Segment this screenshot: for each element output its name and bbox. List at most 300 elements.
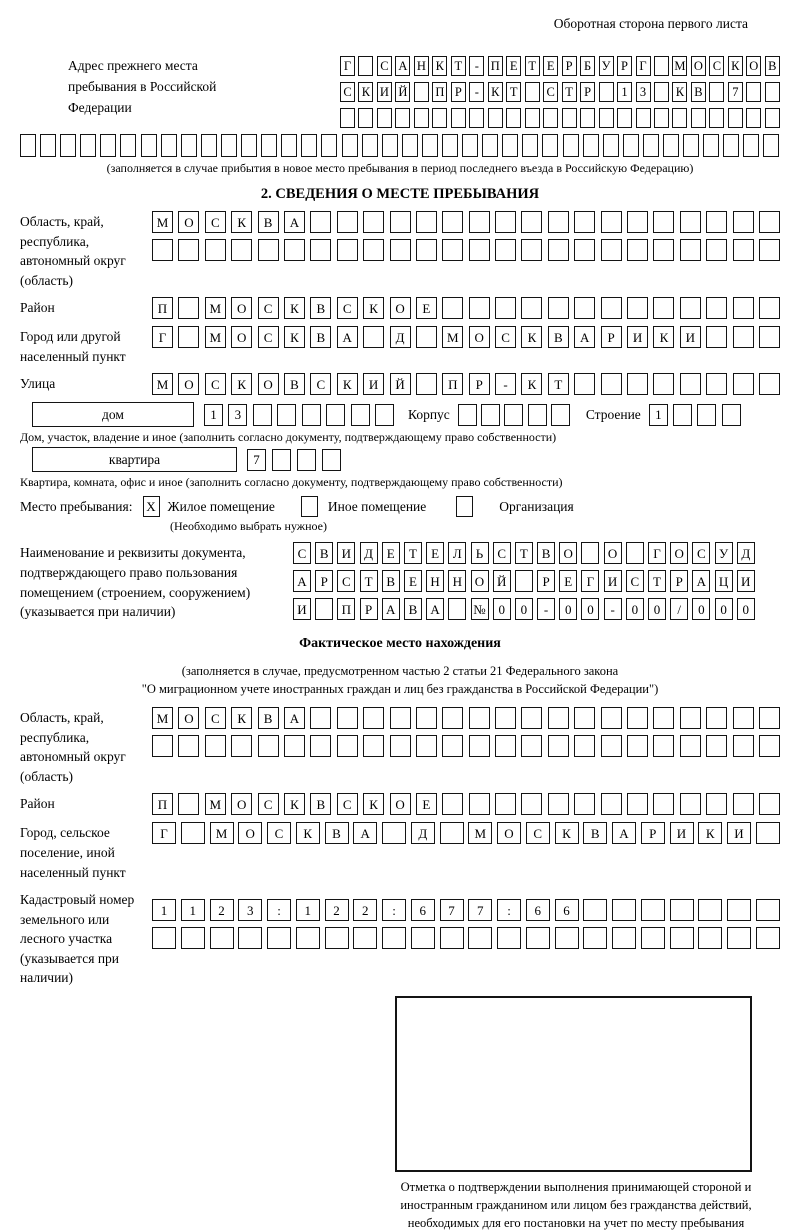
form-cell[interactable]: 7	[468, 899, 492, 921]
form-cell[interactable]: Р	[315, 570, 333, 592]
form-cell[interactable]: К	[284, 326, 305, 348]
form-cell[interactable]	[733, 707, 754, 729]
form-cell[interactable]: К	[653, 326, 674, 348]
form-cell[interactable]	[601, 707, 622, 729]
form-cell[interactable]	[495, 297, 516, 319]
form-cell[interactable]	[612, 927, 636, 949]
form-cell[interactable]	[469, 211, 490, 233]
form-cell[interactable]	[310, 735, 331, 757]
form-cell[interactable]	[481, 404, 500, 426]
form-cell[interactable]: С	[377, 56, 392, 76]
form-cell[interactable]	[261, 134, 277, 157]
form-cell[interactable]	[231, 735, 252, 757]
form-cell[interactable]	[733, 793, 754, 815]
form-cell[interactable]: Е	[559, 570, 577, 592]
form-cell[interactable]	[733, 373, 754, 395]
form-cell[interactable]	[653, 373, 674, 395]
form-cell[interactable]	[468, 927, 492, 949]
form-cell[interactable]	[495, 239, 516, 261]
form-cell[interactable]	[627, 793, 648, 815]
form-cell[interactable]	[733, 297, 754, 319]
form-cell[interactable]: В	[583, 822, 607, 844]
form-cell[interactable]	[641, 927, 665, 949]
form-cell[interactable]	[698, 927, 722, 949]
form-cell[interactable]	[353, 927, 377, 949]
form-cell[interactable]: 2	[325, 899, 349, 921]
form-cell[interactable]: 7	[440, 899, 464, 921]
form-cell[interactable]: Р	[451, 82, 466, 102]
form-cell[interactable]: №	[471, 598, 489, 620]
form-cell[interactable]	[416, 211, 437, 233]
form-cell[interactable]	[680, 793, 701, 815]
form-cell[interactable]	[759, 707, 780, 729]
form-cell[interactable]	[627, 211, 648, 233]
form-cell[interactable]	[310, 707, 331, 729]
form-cell[interactable]	[178, 326, 199, 348]
form-cell[interactable]	[574, 707, 595, 729]
form-cell[interactable]	[653, 707, 674, 729]
form-cell[interactable]	[201, 134, 217, 157]
form-cell[interactable]: 0	[737, 598, 755, 620]
form-cell[interactable]: И	[377, 82, 392, 102]
form-cell[interactable]	[451, 108, 466, 128]
form-cell[interactable]	[543, 108, 558, 128]
form-cell[interactable]	[542, 134, 558, 157]
form-cell[interactable]: А	[382, 598, 400, 620]
form-cell[interactable]: С	[626, 570, 644, 592]
form-cell[interactable]	[698, 899, 722, 921]
form-cell[interactable]	[267, 927, 291, 949]
form-cell[interactable]	[641, 899, 665, 921]
form-cell[interactable]	[653, 793, 674, 815]
form-cell[interactable]	[601, 793, 622, 815]
form-cell[interactable]: 1	[152, 899, 176, 921]
form-cell[interactable]	[297, 449, 316, 471]
form-cell[interactable]	[440, 822, 464, 844]
form-cell[interactable]: О	[231, 297, 252, 319]
form-cell[interactable]: В	[284, 373, 305, 395]
form-cell[interactable]: Е	[382, 542, 400, 564]
form-cell[interactable]	[580, 108, 595, 128]
form-cell[interactable]	[181, 927, 205, 949]
form-cell[interactable]: С	[692, 542, 710, 564]
form-cell[interactable]: Р	[562, 56, 577, 76]
form-cell[interactable]	[178, 297, 199, 319]
form-cell[interactable]: А	[692, 570, 710, 592]
form-cell[interactable]: Д	[411, 822, 435, 844]
form-cell[interactable]: А	[574, 326, 595, 348]
form-cell[interactable]	[432, 108, 447, 128]
form-cell[interactable]: В	[404, 598, 422, 620]
form-cell[interactable]: А	[395, 56, 410, 76]
form-cell[interactable]	[574, 373, 595, 395]
form-cell[interactable]: 6	[555, 899, 579, 921]
form-cell[interactable]: -	[604, 598, 622, 620]
form-cell[interactable]	[363, 707, 384, 729]
form-cell[interactable]	[581, 542, 599, 564]
form-cell[interactable]	[562, 108, 577, 128]
form-cell[interactable]	[390, 707, 411, 729]
form-cell[interactable]: К	[521, 373, 542, 395]
form-cell[interactable]	[363, 211, 384, 233]
form-cell[interactable]: Г	[636, 56, 651, 76]
form-cell[interactable]	[504, 404, 523, 426]
form-cell[interactable]	[574, 211, 595, 233]
form-cell[interactable]	[706, 707, 727, 729]
form-cell[interactable]	[680, 239, 701, 261]
form-cell[interactable]	[358, 56, 373, 76]
form-cell[interactable]: И	[737, 570, 755, 592]
form-cell[interactable]: 6	[526, 899, 550, 921]
form-cell[interactable]: О	[178, 707, 199, 729]
form-cell[interactable]: И	[627, 326, 648, 348]
form-cell[interactable]: П	[488, 56, 503, 76]
form-cell[interactable]	[706, 373, 727, 395]
form-cell[interactable]	[528, 404, 547, 426]
form-cell[interactable]	[442, 239, 463, 261]
form-cell[interactable]: 2	[353, 899, 377, 921]
form-cell[interactable]: С	[205, 707, 226, 729]
form-cell[interactable]: П	[152, 297, 173, 319]
form-cell[interactable]: К	[231, 211, 252, 233]
form-cell[interactable]	[281, 134, 297, 157]
form-cell[interactable]	[326, 404, 345, 426]
form-cell[interactable]	[411, 927, 435, 949]
form-cell[interactable]	[703, 134, 719, 157]
form-cell[interactable]	[390, 239, 411, 261]
form-cell[interactable]	[337, 735, 358, 757]
form-cell[interactable]: С	[495, 326, 516, 348]
form-cell[interactable]: :	[382, 899, 406, 921]
form-cell[interactable]: 0	[493, 598, 511, 620]
form-cell[interactable]: М	[205, 326, 226, 348]
form-cell[interactable]: Р	[617, 56, 632, 76]
form-cell[interactable]	[653, 211, 674, 233]
form-cell[interactable]: С	[543, 82, 558, 102]
form-cell[interactable]	[548, 211, 569, 233]
form-cell[interactable]	[574, 793, 595, 815]
form-cell[interactable]	[342, 134, 358, 157]
form-cell[interactable]: Е	[426, 542, 444, 564]
form-cell[interactable]: С	[493, 542, 511, 564]
form-cell[interactable]: Г	[152, 326, 173, 348]
form-cell[interactable]	[340, 108, 355, 128]
form-cell[interactable]: С	[337, 793, 358, 815]
form-cell[interactable]: С	[267, 822, 291, 844]
form-cell[interactable]	[636, 108, 651, 128]
form-cell[interactable]: 1	[617, 82, 632, 102]
form-cell[interactable]	[601, 239, 622, 261]
form-cell[interactable]: 0	[715, 598, 733, 620]
form-cell[interactable]	[469, 297, 490, 319]
form-cell[interactable]	[727, 899, 751, 921]
form-cell[interactable]	[210, 927, 234, 949]
form-cell[interactable]	[231, 239, 252, 261]
form-cell[interactable]: В	[315, 542, 333, 564]
form-cell[interactable]: С	[340, 82, 355, 102]
form-cell[interactable]	[683, 134, 699, 157]
form-cell[interactable]: А	[426, 598, 444, 620]
form-cell[interactable]: :	[497, 899, 521, 921]
form-cell[interactable]	[583, 899, 607, 921]
form-cell[interactable]: М	[210, 822, 234, 844]
form-cell[interactable]: 0	[581, 598, 599, 620]
form-cell[interactable]: М	[205, 793, 226, 815]
form-cell[interactable]	[351, 404, 370, 426]
form-cell[interactable]: Й	[493, 570, 511, 592]
form-cell[interactable]	[390, 735, 411, 757]
form-cell[interactable]: К	[231, 373, 252, 395]
form-cell[interactable]	[654, 108, 669, 128]
form-cell[interactable]	[515, 570, 533, 592]
form-cell[interactable]	[759, 373, 780, 395]
form-cell[interactable]: С	[709, 56, 724, 76]
form-cell[interactable]	[422, 134, 438, 157]
form-cell[interactable]	[756, 899, 780, 921]
form-cell[interactable]: -	[469, 56, 484, 76]
form-cell[interactable]: О	[231, 326, 252, 348]
form-cell[interactable]	[521, 211, 542, 233]
form-cell[interactable]: Л	[448, 542, 466, 564]
form-cell[interactable]: Т	[506, 82, 521, 102]
form-cell[interactable]	[521, 793, 542, 815]
form-cell[interactable]	[680, 707, 701, 729]
form-cell[interactable]	[521, 735, 542, 757]
form-cell[interactable]: А	[293, 570, 311, 592]
form-cell[interactable]	[706, 239, 727, 261]
form-cell[interactable]: И	[337, 542, 355, 564]
form-cell[interactable]: У	[599, 56, 614, 76]
form-cell[interactable]: Д	[737, 542, 755, 564]
form-cell[interactable]: Ь	[471, 542, 489, 564]
form-cell[interactable]: В	[765, 56, 780, 76]
form-cell[interactable]	[440, 927, 464, 949]
form-cell[interactable]	[709, 108, 724, 128]
form-cell[interactable]	[691, 108, 706, 128]
form-cell[interactable]	[706, 326, 727, 348]
form-cell[interactable]	[363, 735, 384, 757]
form-cell[interactable]	[442, 297, 463, 319]
form-cell[interactable]	[521, 239, 542, 261]
form-cell[interactable]	[416, 239, 437, 261]
form-cell[interactable]: 1	[296, 899, 320, 921]
form-cell[interactable]	[706, 211, 727, 233]
form-cell[interactable]	[302, 404, 321, 426]
form-cell[interactable]: У	[715, 542, 733, 564]
form-cell[interactable]	[277, 404, 296, 426]
form-cell[interactable]: И	[670, 822, 694, 844]
form-cell[interactable]	[548, 793, 569, 815]
form-cell[interactable]	[521, 297, 542, 319]
form-cell[interactable]	[362, 134, 378, 157]
form-cell[interactable]	[469, 793, 490, 815]
form-cell[interactable]: 3	[228, 404, 247, 426]
form-cell[interactable]: Г	[152, 822, 176, 844]
form-cell[interactable]	[548, 707, 569, 729]
form-cell[interactable]	[284, 735, 305, 757]
form-cell[interactable]	[759, 326, 780, 348]
form-cell[interactable]	[653, 297, 674, 319]
form-cell[interactable]: С	[258, 793, 279, 815]
form-cell[interactable]	[40, 134, 56, 157]
form-cell[interactable]: Р	[580, 82, 595, 102]
form-cell[interactable]	[601, 211, 622, 233]
form-cell[interactable]	[258, 239, 279, 261]
form-cell[interactable]: В	[310, 793, 331, 815]
form-cell[interactable]	[469, 239, 490, 261]
form-cell[interactable]: Р	[641, 822, 665, 844]
form-cell[interactable]	[733, 211, 754, 233]
form-cell[interactable]	[442, 134, 458, 157]
form-cell[interactable]: Т	[515, 542, 533, 564]
form-cell[interactable]	[181, 822, 205, 844]
form-cell[interactable]	[574, 735, 595, 757]
form-cell[interactable]	[221, 134, 237, 157]
form-cell[interactable]	[258, 735, 279, 757]
form-cell[interactable]: П	[152, 793, 173, 815]
form-cell[interactable]	[20, 134, 36, 157]
form-cell[interactable]	[643, 134, 659, 157]
form-cell[interactable]	[152, 735, 173, 757]
form-cell[interactable]	[462, 134, 478, 157]
form-cell[interactable]	[706, 793, 727, 815]
form-cell[interactable]: К	[698, 822, 722, 844]
form-cell[interactable]: М	[468, 822, 492, 844]
form-cell[interactable]: И	[680, 326, 701, 348]
form-cell[interactable]	[152, 239, 173, 261]
form-cell[interactable]: М	[672, 56, 687, 76]
form-cell[interactable]	[205, 239, 226, 261]
form-cell[interactable]: О	[231, 793, 252, 815]
form-cell[interactable]: К	[363, 793, 384, 815]
form-cell[interactable]: О	[604, 542, 622, 564]
form-cell[interactable]	[377, 108, 392, 128]
form-cell[interactable]	[322, 449, 341, 471]
form-cell[interactable]: Т	[525, 56, 540, 76]
form-cell[interactable]	[178, 239, 199, 261]
form-cell[interactable]: С	[337, 297, 358, 319]
form-cell[interactable]	[583, 134, 599, 157]
form-cell[interactable]	[601, 373, 622, 395]
form-cell[interactable]	[765, 82, 780, 102]
form-cell[interactable]: 0	[692, 598, 710, 620]
form-cell[interactable]: И	[293, 598, 311, 620]
form-cell[interactable]: К	[728, 56, 743, 76]
form-cell[interactable]	[382, 134, 398, 157]
form-cell[interactable]	[627, 239, 648, 261]
form-cell[interactable]: Г	[648, 542, 666, 564]
form-cell[interactable]: 1	[181, 899, 205, 921]
form-cell[interactable]	[599, 108, 614, 128]
form-cell[interactable]: Н	[426, 570, 444, 592]
form-cell[interactable]	[728, 108, 743, 128]
form-cell[interactable]	[653, 735, 674, 757]
form-cell[interactable]: Е	[543, 56, 558, 76]
form-cell[interactable]: 0	[648, 598, 666, 620]
form-cell[interactable]	[525, 82, 540, 102]
form-cell[interactable]	[548, 239, 569, 261]
form-cell[interactable]	[601, 735, 622, 757]
form-cell[interactable]	[141, 134, 157, 157]
form-cell[interactable]: К	[488, 82, 503, 102]
form-cell[interactable]	[706, 735, 727, 757]
form-cell[interactable]: М	[205, 297, 226, 319]
form-cell[interactable]	[525, 108, 540, 128]
form-cell[interactable]	[627, 297, 648, 319]
form-cell[interactable]: /	[670, 598, 688, 620]
form-cell[interactable]	[626, 542, 644, 564]
form-cell[interactable]: С	[310, 373, 331, 395]
form-cell[interactable]	[680, 297, 701, 319]
form-cell[interactable]	[521, 707, 542, 729]
form-cell[interactable]: Д	[390, 326, 411, 348]
form-cell[interactable]: Н	[414, 56, 429, 76]
form-cell[interactable]	[746, 108, 761, 128]
form-cell[interactable]	[272, 449, 291, 471]
form-cell[interactable]	[612, 899, 636, 921]
form-cell[interactable]	[442, 211, 463, 233]
form-cell[interactable]	[495, 735, 516, 757]
form-cell[interactable]: -	[469, 82, 484, 102]
form-cell[interactable]	[469, 108, 484, 128]
form-cell[interactable]: О	[178, 373, 199, 395]
form-cell[interactable]: В	[258, 211, 279, 233]
form-cell[interactable]	[241, 134, 257, 157]
form-cell[interactable]	[363, 239, 384, 261]
form-cell[interactable]: М	[152, 707, 173, 729]
form-cell[interactable]	[601, 297, 622, 319]
form-cell[interactable]	[363, 326, 384, 348]
form-cell[interactable]	[152, 927, 176, 949]
form-cell[interactable]: Т	[648, 570, 666, 592]
form-cell[interactable]: С	[258, 297, 279, 319]
form-cell[interactable]	[120, 134, 136, 157]
form-cell[interactable]: С	[293, 542, 311, 564]
form-cell[interactable]	[253, 404, 272, 426]
form-cell[interactable]	[733, 326, 754, 348]
form-cell[interactable]	[337, 211, 358, 233]
checkbox-residential[interactable]: X	[143, 496, 160, 517]
form-cell[interactable]	[416, 373, 437, 395]
form-cell[interactable]	[458, 404, 477, 426]
form-cell[interactable]	[310, 239, 331, 261]
form-cell[interactable]	[469, 707, 490, 729]
form-cell[interactable]	[488, 108, 503, 128]
form-cell[interactable]	[627, 373, 648, 395]
form-cell[interactable]: О	[469, 326, 490, 348]
form-cell[interactable]: И	[363, 373, 384, 395]
form-cell[interactable]	[337, 239, 358, 261]
form-cell[interactable]	[161, 134, 177, 157]
form-cell[interactable]	[627, 735, 648, 757]
form-cell[interactable]: Ц	[715, 570, 733, 592]
form-cell[interactable]	[672, 108, 687, 128]
form-cell[interactable]: О	[691, 56, 706, 76]
form-cell[interactable]	[284, 239, 305, 261]
form-cell[interactable]: 6	[411, 899, 435, 921]
form-cell[interactable]: К	[521, 326, 542, 348]
form-cell[interactable]: 2	[210, 899, 234, 921]
form-cell[interactable]	[506, 108, 521, 128]
form-cell[interactable]: Н	[448, 570, 466, 592]
form-cell[interactable]: Г	[340, 56, 355, 76]
form-cell[interactable]	[402, 134, 418, 157]
form-cell[interactable]: С	[205, 373, 226, 395]
form-cell[interactable]	[583, 927, 607, 949]
form-cell[interactable]: Б	[580, 56, 595, 76]
form-cell[interactable]: Д	[360, 542, 378, 564]
form-cell[interactable]: 7	[247, 449, 266, 471]
